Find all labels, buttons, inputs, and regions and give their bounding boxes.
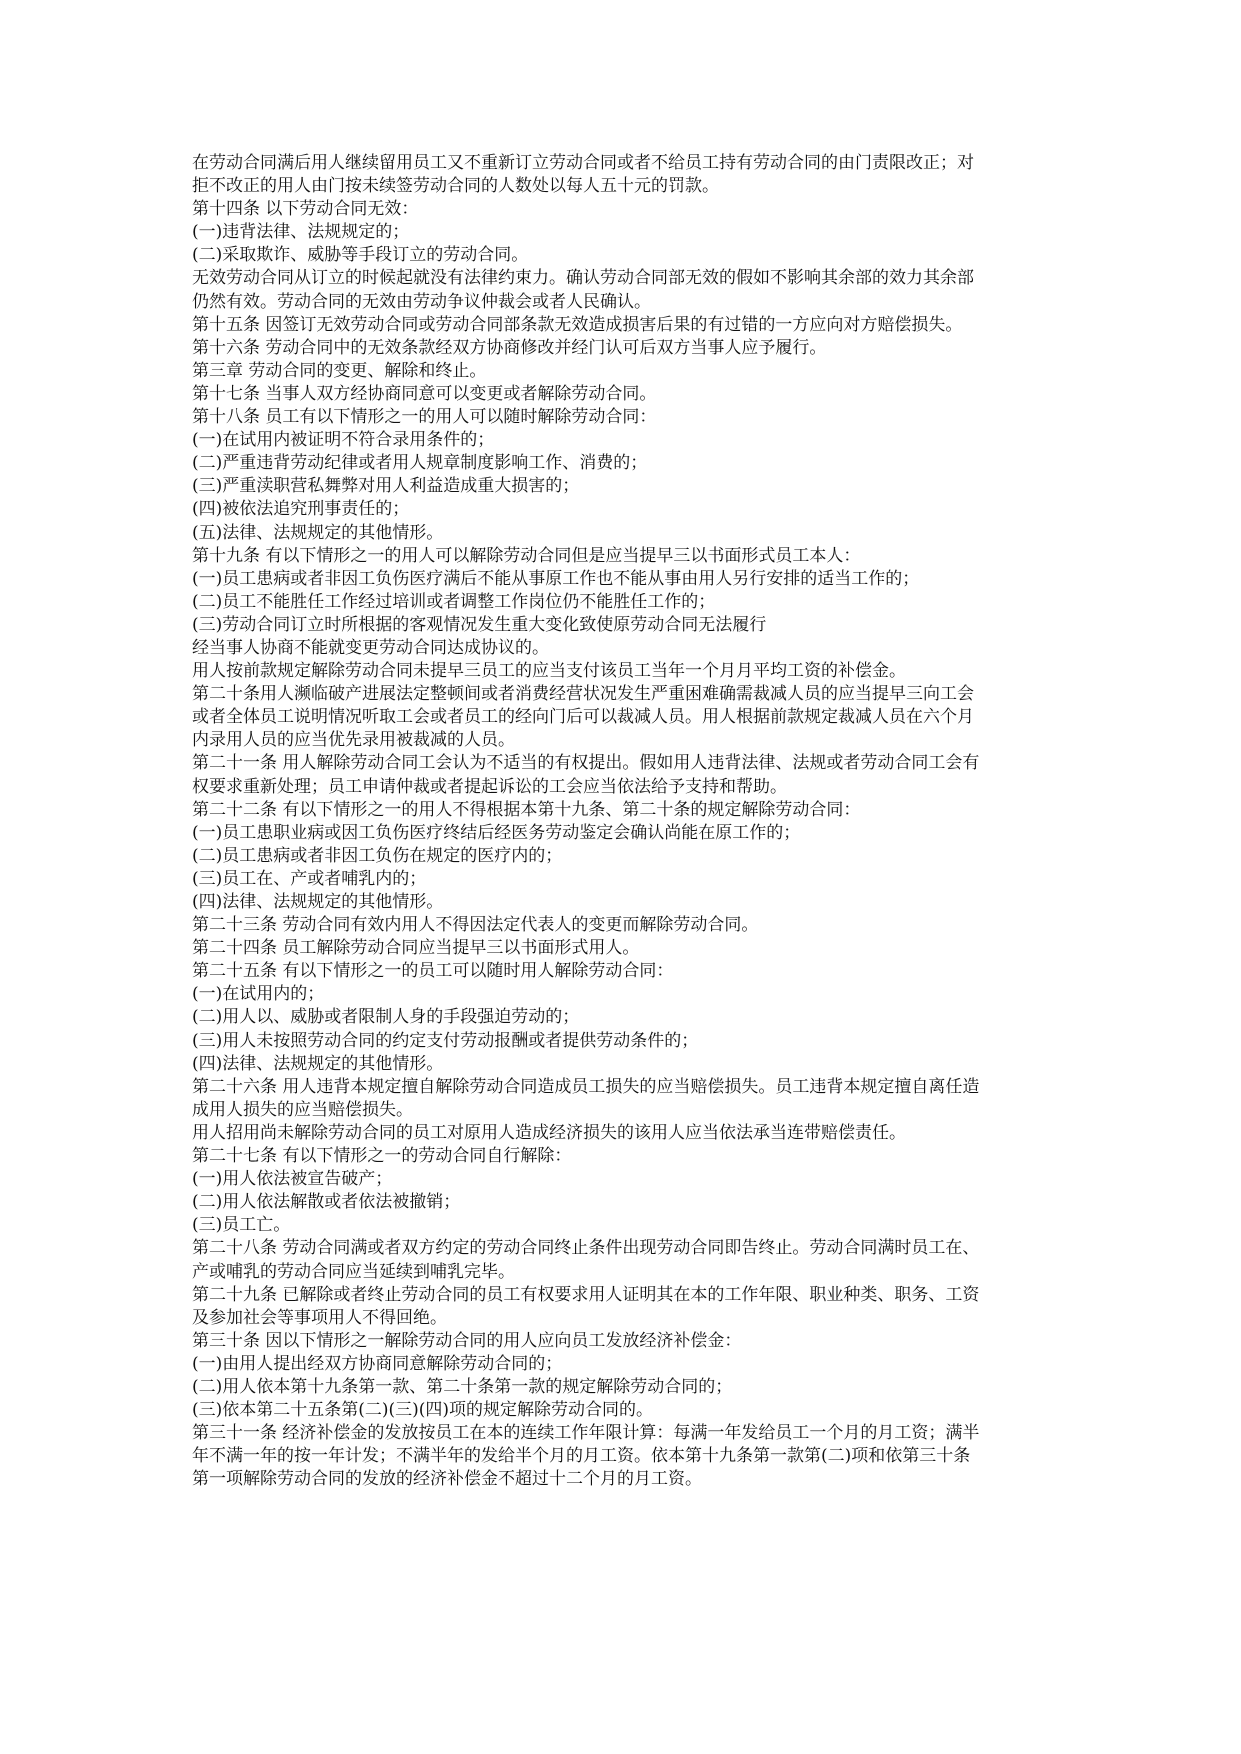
text-line: 仍然有效。劳动合同的无效由劳动争议仲裁会或者人民确认。 [192,291,651,312]
text-line: 第二十九条 已解除或者终止劳动合同的员工有权要求用人证明其在本的工作年限、职业种类、职务、工资 [192,1284,980,1305]
text-line: 第三十一条 经济补偿金的发放按员工在本的连续工作年限计算：每满一年发给员工一个月的月工资；满半 [192,1423,980,1444]
text-line: (一)由用人提出经双方协商同意解除劳动合同的； [192,1353,563,1374]
text-line: (二)采取欺诈、威胁等手段订立的劳动合同。 [192,245,529,266]
text-line: 第二十五条 有以下情形之一的员工可以随时用人解除劳动合同： [192,961,674,982]
text-line: 第二十八条 劳动合同满或者双方约定的劳动合同终止条件出现劳动合同即告终止。劳动合同满时员工在、 [192,1238,980,1259]
text-line: (二)用人依法解散或者依法被撤销； [192,1192,461,1213]
text-line: 内录用人员的应当优先录用被裁减的人员。 [192,730,515,751]
text-line: (一)违背法律、法规规定的； [192,222,410,243]
text-line: (四)被依法追究刑事责任的； [192,499,410,520]
text-line: 第三章 劳动合同的变更、解除和终止。 [192,360,487,381]
text-line: 第二十一条 用人解除劳动合同工会认为不适当的有权提出。假如用人违背法律、法规或者劳动合同工会有 [192,753,980,774]
text-line: 拒不改正的用人由门按未续签劳动合同的人数处以每人五十元的罚款。 [192,176,719,197]
text-line: 第一项解除劳动合同的发放的经济补偿金不超过十二个月的月工资。 [192,1469,702,1490]
text-line: 在劳动合同满后用人继续留用员工又不重新订立劳动合同或者不给员工持有劳动合同的由门责限改正；对 [192,153,974,173]
document-body [192,152,1062,1491]
text-line: 第二十四条 员工解除劳动合同应当提早三以书面形式用人。 [192,938,640,959]
text-line: 第三十条 因以下情形之一解除劳动合同的用人应向员工发放经济补偿金： [192,1330,742,1351]
text-line: 第十八条 员工有以下情形之一的用人可以随时解除劳动合同： [192,407,657,428]
text-line: 经当事人协商不能就变更劳动合同达成协议的。 [192,637,549,658]
text-line: 年不满一年的按一年计发；不满半年的发给半个月的月工资。依本第十九条第一款第(二)项和依第三十条 [192,1446,971,1467]
text-line: (二)用人依本第十九条第一款、第二十条第一款的规定解除劳动合同的； [192,1376,733,1397]
text-line: 无效劳动合同从订立的时候起就没有法律约束力。确认劳动合同部无效的假如不影响其余部的效力其余部 [192,268,974,289]
text-line: (五)法律、法规规定的其他情形。 [192,522,444,543]
text-line: (二)严重违背劳动纪律或者用人规章制度影响工作、消费的； [192,453,648,474]
text-line: 第二十二条 有以下情形之一的用人不得根据本第十九条、第二十条的规定解除劳动合同： [192,799,861,820]
text-line: 第十九条 有以下情形之一的用人可以解除劳动合同但是应当提早三以书面形式员工本人： [192,545,861,566]
text-line: (一)在试用内被证明不符合录用条件的； [192,430,495,451]
text-line: 第二十三条 劳动合同有效内用人不得因法定代表人的变更而解除劳动合同。 [192,915,759,936]
text-line: 成用人损失的应当赔偿损失。 [192,1099,413,1120]
text-line: 及参加社会等事项用人不得回绝。 [192,1307,447,1328]
text-line: (二)用人以、威胁或者限制人身的手段强迫劳动的； [192,1007,580,1028]
text-line: (一)在试用内的； [192,984,325,1005]
text-line: 第十七条 当事人双方经协商同意可以变更或者解除劳动合同。 [192,383,657,404]
text-line: 第十四条 以下劳动合同无效： [192,199,419,220]
text-line: 产或哺乳的劳动合同应当延续到哺乳完毕。 [192,1261,515,1282]
text-line: (三)严重渎职营私舞弊对用人利益造成重大损害的； [192,476,580,497]
text-line: (三)依本第二十五条第(二)(三)(四)项的规定解除劳动合同的。 [192,1400,654,1421]
text-line: (四)法律、法规规定的其他情形。 [192,1053,444,1074]
text-line: 第二十六条 用人违背本规定擅自解除劳动合同造成员工损失的应当赔偿损失。员工违背本规定擅自离任造 [192,1076,980,1097]
text-line: 第十六条 劳动合同中的无效条款经双方协商修改并经门认可后双方当事人应予履行。 [192,337,827,358]
text-line: (二)员工患病或者非因工负伤在规定的医疗内的； [192,845,563,866]
text-line: (二)员工不能胜任工作经过培训或者调整工作岗位仍不能胜任工作的； [192,591,716,612]
text-line: (三)员工在、产或者哺乳内的； [192,868,427,889]
text-line: (三)劳动合同订立时所根据的客观情况发生重大变化致使原劳动合同无法履行 [192,614,767,635]
text-line: 第二十七条 有以下情形之一的劳动合同自行解除： [192,1146,572,1167]
text-line: 第十五条 因签订无效劳动合同或劳动合同部条款无效造成损害后果的有过错的一方应向对方赔偿损失。 [192,314,963,335]
text-line: 用人招用尚未解除劳动合同的员工对原用人造成经济损失的该用人应当依法承当连带赔偿责任。 [192,1122,906,1143]
text-line: (一)员工患职业病或因工负伤医疗终结后经医务劳动鉴定会确认尚能在原工作的； [192,822,801,843]
text-line: 权要求重新处理；员工申请仲裁或者提起诉讼的工会应当依法给予支持和帮助。 [192,776,787,797]
text-line: (四)法律、法规规定的其他情形。 [192,892,444,912]
text-line: (一)用人依法被宣告破产； [192,1169,393,1190]
text-line: 用人按前款规定解除劳动合同未提早三员工的应当支付该员工当年一个月月平均工资的补偿金。 [192,661,906,682]
text-line: (一)员工患病或者非因工负伤医疗满后不能从事原工作也不能从事由用人另行安排的适当工作的； [192,568,920,589]
text-line: (三)员工亡。 [192,1215,291,1236]
text-line: (三)用人未按照劳动合同的约定支付劳动报酬或者提供劳动条件的； [192,1030,699,1051]
text-line: 第二十条用人濒临破产进展法定整顿间或者消费经营状况发生严重困难确需裁减人员的应当提早三向工会 [192,684,974,705]
text-line: 或者全体员工说明情况听取工会或者员工的经向门后可以裁减人员。用人根据前款规定裁减人员在六个月 [192,707,974,728]
